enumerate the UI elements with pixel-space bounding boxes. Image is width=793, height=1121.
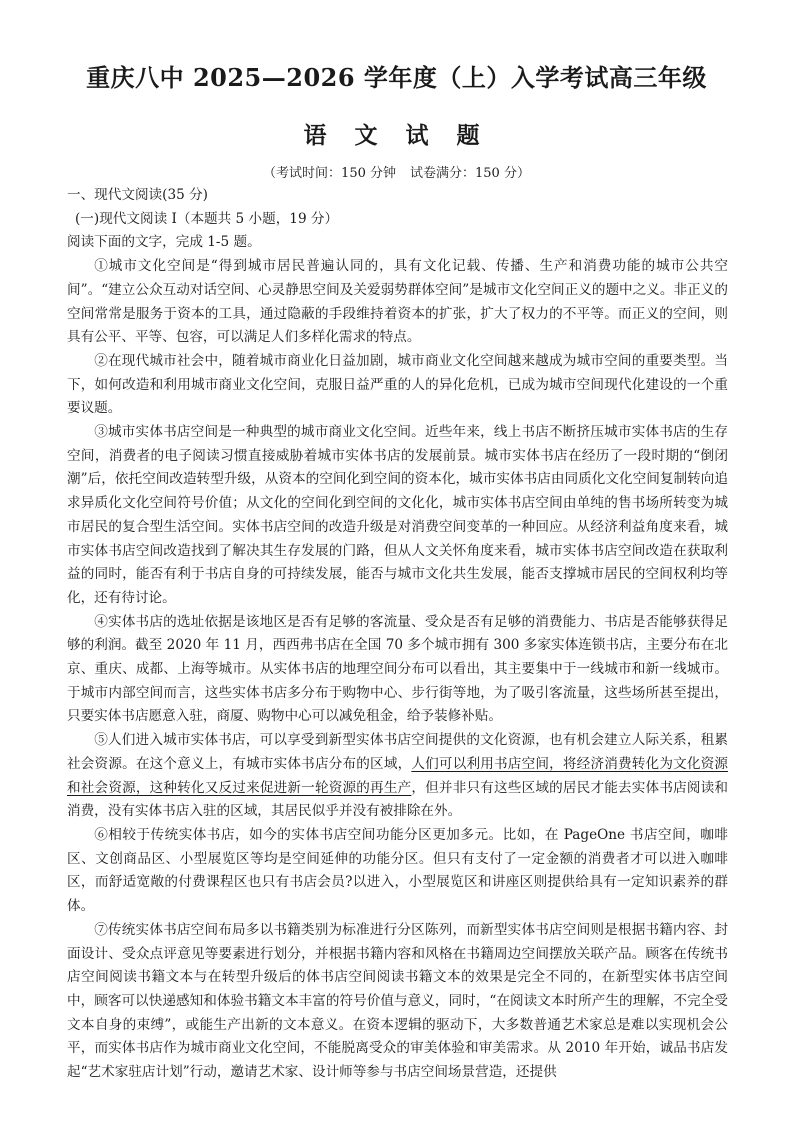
paragraph-7: ⑦传统实体书店空间布局多以书籍类别为标准进行分区陈列，而新型实体书店空间则是根据书籍内容、封面设计、受众点评意见等要素进行划分，并根据书籍内容和风格在书籍周边空间摆放关联产品。顾客在传统书店空间阅读书籍文本与在转型升级后的体书店空间阅读书籍文本的效果是完全不同的，在新型实体书店空间中，顾客可以快递感知和体验书籍文本丰富的符号价值与意义，同时，“在阅读文本时所产生的理解，不完全受文本自身的束缚”，或能生产出新的文本意义。在资本逻辑的驱动下，大多数普通艺术家总是难以实现机会公平，而实体书店作为城市商业文化空间，不能脱离受众的审美体验和审美需求。从 2010 年开始，诚品书店发起“艺术家驻店计划”行动，邀请艺术家、设计师等参与书店空间场景营造，还提供 <box>67 921 728 1081</box>
exam-info <box>0 162 793 181</box>
paragraph-4: ④实体书店的选址依据是该地区是否有足够的客流量、受众是否有足够的消费能力、书店是否能够获得足够的利润。截至 2020 年 11 月，西西弗书店在全国 70 多个城市拥有 300 多家实体连锁书店，主要分布在北京、重庆、成都、上海等城市。从实体书店的地理空间分布可以看出，其主要集中于一线城市和新一线城市。于城市内部空间而言，这些实体书店多分布于购物中心、步行街等地，为了吸引客流量，这些场所甚至提出，只要实体书店愿意入驻，商厦、购物中心可以减免租金，给予装修补贴。 <box>67 613 728 725</box>
instruction: 阅读下面的文字，完成 1-5 题。 <box>67 234 261 251</box>
paragraph-5-end: ，但并非只有这些区域的居民才能去实体书店阅读和消费，没有实体书店入驻的区域，其居民似乎并没有被排除在外。 <box>67 779 729 820</box>
paragraph-5 <box>67 729 728 824</box>
exam-title: 重庆八中 2025—2026 学年度（上）入学考试高三年级 <box>86 63 707 92</box>
full-score: 试卷满分：150 分） <box>410 166 530 181</box>
paragraph-2: ②在现代城市社会中，随着城市商业化日益加剧，城市商业文化空间越来越成为城市空间的重要类型。当下，如何改造和利用城市商业文化空间，克服日益严重的人的异化危机，已成为城市空间现代化建设的一个重要议题。 <box>67 352 728 417</box>
exam-time: （考试时间：150 分钟 <box>263 166 396 181</box>
paragraph-3: ③城市实体书店空间是一种典型的城市商业文化空间。近些年来，线上书店不断挤压城市实体书店的生存空间，消费者的电子阅读习惯直接威胁着城市实体书店的发展前景。城市实体书店在经历了一段时期的“倒闭潮”后，依托空间改造转型升级，从资本的空间化到空间的资本化，城市实体书店由同质化文化空间复制转向追求异质化文化空间符号价值；从文化的空间化到空间的文化化，城市实体书店空间由单纯的售书场所转变为城市居民的复合型生活空间。实体书店空间的改造升级是对消费空间变革的一种回应。从经济利益角度来看，城市实体书店空间改造找到了解决其生存发展的门路，但从人文关怀角度来看，城市实体书店空间改造在获取利益的同时，能否有利于书店自身的可持续发展，能否与城市文化共生发展，能否支撑城市居民的空间权利均等化，还有待讨论。 <box>67 424 728 606</box>
paragraph-1: ①城市文化空间是“得到城市居民普遍认同的，具有文化记载、传播、生产和消费功能的城市公共空间”。“建立公众互动对话空间、心灵静思空间及关爱弱势群体空间”是城市文化空间正义的题中之义。非正义的空间常常是服务于资本的工具，通过隐蔽的手段维持着资本的扩张，扩大了权力的不平等。而正义的空间，则具有公平、平等、包容，可以满足人们多样化需求的特点。 <box>67 258 728 346</box>
article-body <box>67 184 728 1085</box>
paragraph-5-start: ⑤人们进入城市实体书店，可以享受到新型实体书店空间提供的文化资源，也有机会建立人际关系，租累社会资源。在这个意义上，有城市实体书店分布的区域， <box>67 732 728 772</box>
subject-title: 语 文 试 题 <box>303 122 490 149</box>
underlined-sentence: 人们可以利用书店空间，将经济消费转化为文化资源和社会资源，这种转化又反过来促进新一轮资源的再生产 <box>67 755 729 796</box>
section-heading: 一、现代文阅读(35 分) <box>67 187 208 203</box>
sub-section-heading: (一)现代文阅读 I（本题共 5 小题，19 分） <box>75 210 339 227</box>
paragraph-6: ⑥相较于传统实体书店，如今的实体书店空间功能分区更加多元。比如，在 PageOne 书店空间，咖啡区、文创商品区、小型展览区等均是空间延伸的功能分区。但只有支付了一定金额的消费者才可以进入咖啡区，而舒适宽敞的付费课程区也只有书店会员?以进入，小型展览区和讲座区则提供给具有一定知识素养的群体。 <box>67 826 728 915</box>
